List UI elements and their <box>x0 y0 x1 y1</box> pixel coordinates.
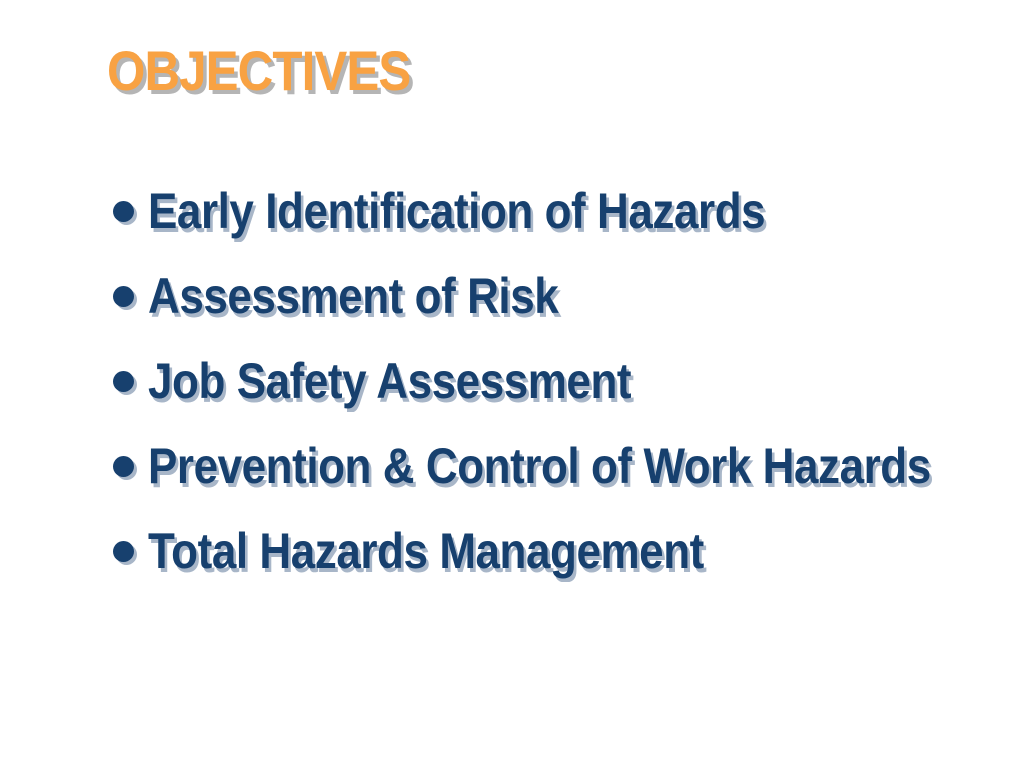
bullet-text: Prevention & Control of Work Hazards <box>148 437 931 494</box>
bullet-item <box>113 338 1024 423</box>
bullet-text: Assessment of Risk <box>148 267 559 324</box>
bullet-item <box>113 253 1024 338</box>
bullet-dot-icon <box>113 371 134 392</box>
bullet-item <box>113 168 1024 253</box>
bullet-text: Total Hazards Management <box>148 522 704 579</box>
bullet-text: Early Identification of Hazards <box>148 182 766 239</box>
bullet-dot-icon <box>113 286 134 307</box>
slide-title: OBJECTIVES <box>107 39 411 102</box>
bullet-text: Job Safety Assessment <box>148 352 632 409</box>
bullet-dot-icon <box>113 201 134 222</box>
bullet-item <box>113 423 1024 508</box>
bullet-dot-icon <box>113 541 134 562</box>
bullet-item <box>113 508 1024 593</box>
bullet-list <box>113 168 1024 593</box>
bullet-dot-icon <box>113 456 134 477</box>
